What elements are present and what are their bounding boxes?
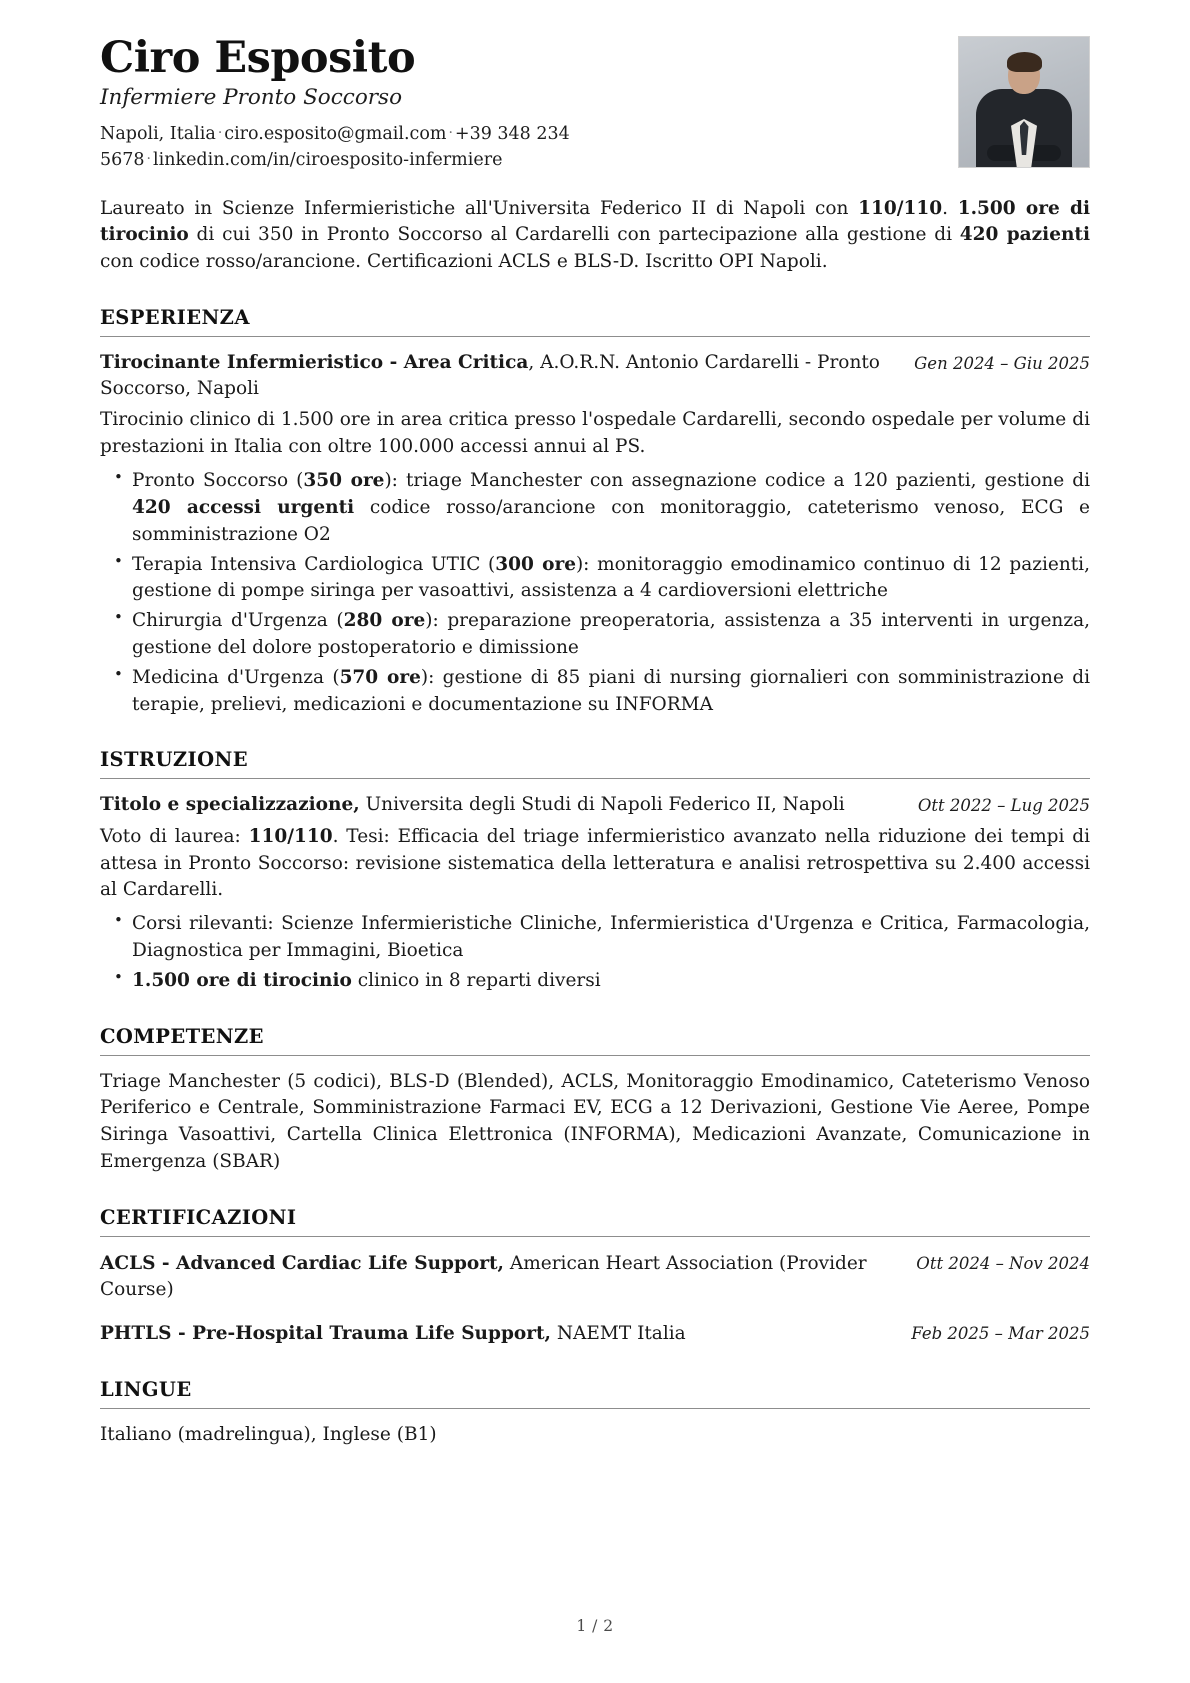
resume-header [100,33,1090,174]
bullet-bold-1: 350 ore [303,470,385,492]
contact-separator-icon: · [448,125,453,142]
summary-bold-patients: 420 pazienti [959,224,1090,246]
section-divider [100,778,1090,779]
certification-name: PHTLS - Pre-Hospital Trauma Life Support, [100,1323,551,1345]
education-description [100,824,1090,904]
certification-name-line [100,1251,898,1304]
education-org: Universita degli Studi di Napoli Federico II, Napoli [359,794,845,816]
section-divider [100,1408,1090,1409]
certification-date: Ott 2024 – Nov 2024 [916,1253,1090,1273]
education-date: Ott 2022 – Lug 2025 [917,796,1090,816]
section-title-certifications: CERTIFICAZIONI [100,1205,297,1229]
experience-role: Tirocinante Infermieristico - Area Critica [100,351,529,373]
certification-name-line [100,1321,893,1347]
contact-separator-icon: · [217,125,223,142]
section-divider [100,1236,1090,1237]
bullet-text-c: ): triage Manchester con assegnazione codice a 120 pazienti, gestione di [384,470,1090,492]
list-item [130,608,1090,662]
avatar-hair-shape [1007,52,1042,72]
bullet-text-a: Chirurgia d'Urgenza ( [132,610,344,632]
avatar [958,36,1090,168]
section-skills [100,1025,1090,1176]
certification-name: ACLS - Advanced Cardiac Life Support, [100,1252,504,1274]
list-item [130,468,1090,548]
bullet-bold-1: 280 ore [343,610,426,632]
education-entry-head [100,792,1090,818]
experience-description: Tirocinio clinico di 1.500 ore in area critica presso l'ospedale Cardarelli, secondo ospedale per volume di prestazioni in Italia con oltre 100.000 accessi annui al PS. [100,409,1090,458]
bullet-text-a: Terapia Intensiva Cardiologica UTIC ( [132,553,496,575]
contact-linkedin[interactable]: linkedin.com/in/ciroesposito-infermiere [153,150,503,171]
education-entry [100,792,1090,994]
contact-line [100,121,700,174]
section-title-education: ISTRUZIONE [100,748,248,772]
education-grade: 110/110 [248,825,333,847]
contact-email[interactable]: ciro.esposito@gmail.com [224,124,447,145]
certification-date: Feb 2025 – Mar 2025 [911,1324,1090,1344]
section-title-experience: ESPERIENZA [100,305,250,329]
bullet-bold-2: 420 accessi urgenti [132,496,355,518]
section-divider [100,1055,1090,1056]
certification-row [100,1320,1090,1347]
bullet-bold-1: 570 ore [339,666,421,688]
header-text-block [100,33,920,174]
contact-phone[interactable]: +39 348 234 5678 [100,124,570,171]
education-desc-b: . Tesi: Efficacia del triage infermieristico avanzato nella riduzione dei tempi di attesa in Pronto Soccorso: revisione sistematica della letteratura e analisi retrospettiva su 2.400 accessi al Cardarelli. [100,825,1090,901]
skills-text: Triage Manchester (5 codici), BLS-D (Blended), ACLS, Monitoraggio Emodinamico, Cateterismo Venoso Periferico e Centrale, Somministrazione Farmaci EV, ECG a 12 Derivazioni, Gestione Vie Aeree, Pompe Siringa Vasoattivi, Cartella Clinica Elettronica (INFORMA), Medicazioni Avanzate, Comunicazione in Emergenza (SBAR) [100,1070,1090,1172]
bullet-bold-1: 1.500 ore di tirocinio [132,969,352,991]
list-item [130,968,1090,995]
bullet-bold-1: 300 ore [495,553,576,575]
bullet-text-c: ): monitoraggio emodinamico continuo di 12 pazienti, gestione di pompe siringa per vasoattivi, assistenza a 4 cardioversioni elettriche [132,553,1090,602]
certification-org: American Heart Association (Provider Course) [100,1252,867,1301]
bullet-text-c: clinico in 8 reparti diversi [351,969,601,991]
education-bullet-list [100,911,1090,994]
bullet-text-d: codice rosso/arancione con monitoraggio, cateterismo venoso, ECG e somministrazione O2 [132,496,1091,545]
list-item [130,665,1090,719]
contact-separator-icon: · [146,151,151,168]
education-degree: Titolo e specializzazione, [100,794,360,816]
section-certifications [100,1206,1090,1348]
summary-text-3: di cui 350 in Pronto Soccorso al Cardarelli con partecipazione alla gestione di [188,224,960,246]
section-title-skills: COMPETENZE [100,1024,264,1048]
summary-text-4: con codice rosso/arancione. Certificazioni ACLS e BLS-D. Iscritto OPI Napoli. [100,251,828,273]
certification-org: NAEMT Italia [550,1323,686,1345]
experience-role-line [100,350,896,403]
bullet-text-c: ): gestione di 85 piani di nursing giornalieri con somministrazione di terapie, prelievi, medicazioni e documentazione su INFORMA [132,666,1090,715]
section-languages [100,1378,1090,1449]
experience-entry [100,350,1090,718]
list-item [130,911,1090,965]
contact-location: Napoli, Italia [100,124,216,145]
page-indicator: 1 / 2 [576,1617,614,1635]
experience-bullet-list [100,468,1090,718]
bullet-text-a: Pronto Soccorso ( [132,470,304,492]
education-degree-line [100,792,900,818]
bullet-text-a: Corsi rilevanti: Scienze Infermieristiche Cliniche, Infermieristica d'Urgenza e Critica, Farmacologia, Diagnostica per Immagini, Bioetica [132,913,1090,961]
summary-bold-hours: 1.500 ore di tirocinio [100,197,1090,246]
bullet-text-c: ): preparazione preoperatoria, assistenza a 35 interventi in urgenza, gestione del dolore postoperatorio e dimissione [132,610,1090,658]
summary-text-1: Laureato in Scienze Infermieristiche all'Universita Federico II di Napoli con [100,197,859,219]
section-title-languages: LINGUE [100,1377,192,1401]
candidate-headline: Infermiere Pronto Soccorso [100,85,403,111]
certification-row [100,1250,1090,1304]
profile-summary [100,196,1090,276]
summary-bold-grade: 110/110 [858,197,943,219]
section-experience [100,306,1090,718]
education-desc-a: Voto di laurea: [100,825,249,847]
experience-date: Gen 2024 – Giu 2025 [914,353,1090,373]
experience-org: , A.O.R.N. Antonio Cardarelli - Pronto Soccorso, Napoli [100,351,880,400]
experience-entry-head [100,350,1090,403]
candidate-name: Ciro Esposito [100,33,416,83]
list-item [130,552,1090,606]
summary-text-2: . [942,197,958,219]
bullet-text-a: Medicina d'Urgenza ( [132,666,340,688]
languages-text: Italiano (madrelingua), Inglese (B1) [100,1423,437,1445]
section-divider [100,336,1090,337]
section-education [100,748,1090,994]
